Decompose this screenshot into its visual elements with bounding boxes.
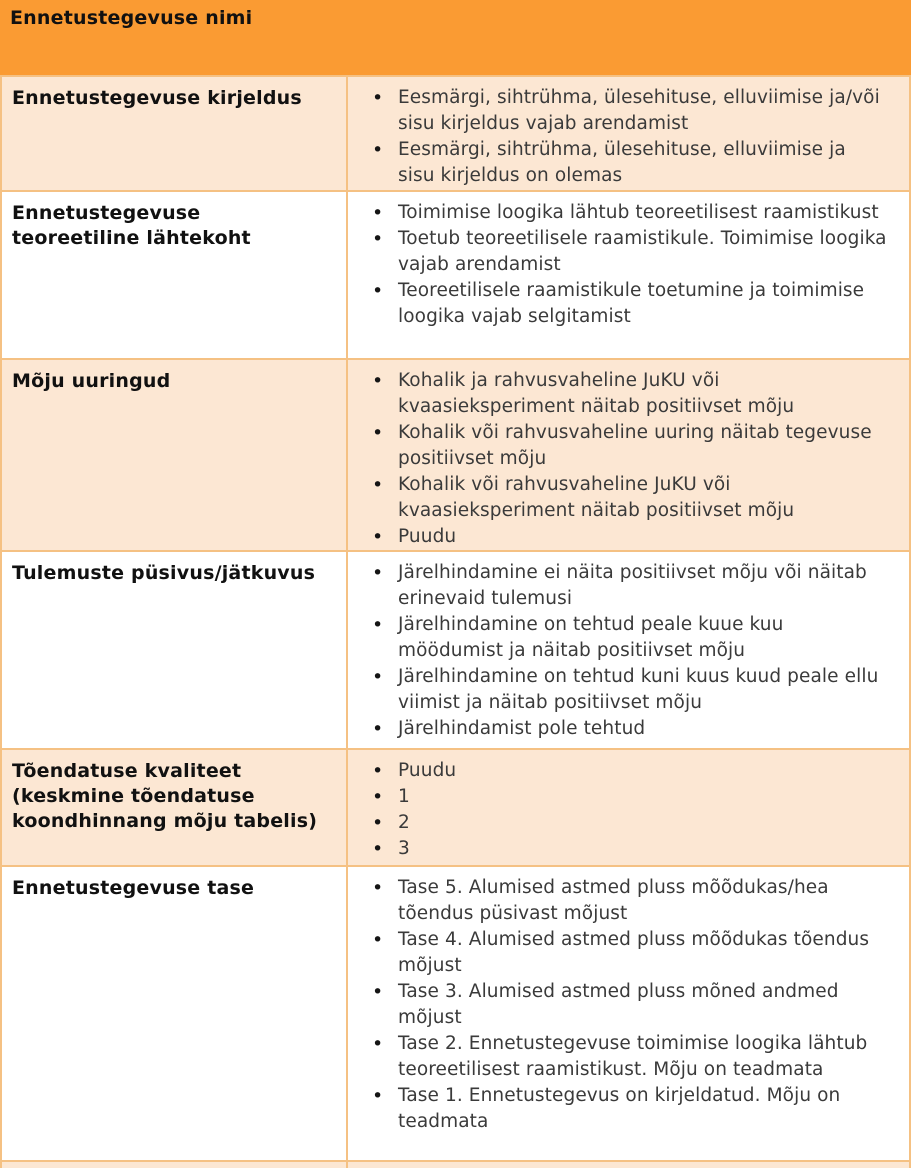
bullet-item: • Toimimise loogika lähtub teoreetilisest raamistikust [348, 200, 887, 226]
bullet-list [348, 758, 887, 862]
bullet-list [348, 560, 887, 742]
bullet-list [348, 368, 887, 550]
bullet-item: • Toetub teoreetilisele raamistikule. Toimimise loogika vajab arendamist [348, 226, 887, 278]
row-label: Tõendatuse kvaliteet (keskmine tõendatuse koondhinnang mõju tabelis) [2, 750, 348, 865]
row-bullets-cell [348, 77, 909, 190]
row-bullets-cell [348, 750, 909, 865]
bullet-item: • Järelhindamine on tehtud kuni kuus kuud peale ellu viimist ja näitab positiivset mõju [348, 664, 887, 716]
table-body [0, 75, 911, 1160]
bullet-item: • Kohalik ja rahvusvaheline JuKU või kvaasieksperiment näitab positiivset mõju [348, 368, 887, 420]
row-bullets-cell [348, 552, 909, 748]
bullet-item: • Tase 2. Ennetustegevuse toimimise loogika lähtub teoreetilisest raamistikust. Mõju on teadmata [348, 1031, 887, 1083]
bullet-item: • Kohalik või rahvusvaheline JuKU või kvaasieksperiment näitab positiivset mõju [348, 472, 887, 524]
partial-bullets-cell [348, 1162, 909, 1168]
row-label: Ennetustegevuse teoreetiline lähtekoht [2, 192, 348, 358]
table-header-row [0, 0, 911, 75]
row-label: Mõju uuringud [2, 360, 348, 550]
bullet-item: • 3 [348, 836, 887, 862]
bullet-item: • Eesmärgi, sihtrühma, ülesehituse, elluviimise ja sisu kirjeldus on olemas [348, 137, 887, 189]
row-bullets-cell [348, 192, 909, 358]
bullet-item: • Järelhindamine ei näita positiivset mõju või näitab erinevaid tulemusi [348, 560, 887, 612]
bullet-item: • Järelhindamist pole tehtud [348, 716, 887, 742]
table-row [0, 865, 911, 1160]
bullet-item: • Tase 1. Ennetustegevus on kirjeldatud. Mõju on teadmata [348, 1083, 887, 1135]
table-row [0, 75, 911, 190]
table-row [0, 748, 911, 865]
table-header-title: Ennetustegevuse nimi [10, 7, 253, 29]
bullet-item: • Teoreetilisele raamistikule toetumine ja toimimise loogika vajab selgitamist [348, 278, 887, 330]
table-row [0, 190, 911, 358]
bullet-item: • 2 [348, 810, 887, 836]
bullet-item: • Tase 3. Alumised astmed pluss mõned andmed mõjust [348, 979, 887, 1031]
partial-label-cell [2, 1162, 348, 1168]
bullet-item: • Eesmärgi, sihtrühma, ülesehituse, elluviimise ja/või sisu kirjeldus vajab arendamist [348, 85, 887, 137]
table-row [0, 550, 911, 748]
row-bullets-cell [348, 360, 909, 550]
bullet-list [348, 875, 887, 1135]
bullet-list [348, 200, 887, 330]
bullet-item: • Kohalik või rahvusvaheline uuring näitab tegevuse positiivset mõju [348, 420, 887, 472]
bullet-item: • Tase 4. Alumised astmed pluss mõõdukas tõendus mõjust [348, 927, 887, 979]
row-label: Ennetustegevuse tase [2, 867, 348, 1160]
row-bullets-cell [348, 867, 909, 1160]
table-row [0, 358, 911, 550]
row-label: Ennetustegevuse kirjeldus [2, 77, 348, 190]
bullet-list [348, 85, 887, 189]
bullet-item: • Tase 5. Alumised astmed pluss mõõdukas/hea tõendus püsivast mõjust [348, 875, 887, 927]
row-label: Tulemuste püsivus/jätkuvus [2, 552, 348, 748]
bullet-item: • Puudu [348, 758, 887, 784]
bullet-item: • Puudu [348, 524, 887, 550]
bullet-item: • 1 [348, 784, 887, 810]
bullet-item: • Järelhindamine on tehtud peale kuue kuu möödumist ja näitab positiivset mõju [348, 612, 887, 664]
partial-next-row [0, 1160, 911, 1168]
